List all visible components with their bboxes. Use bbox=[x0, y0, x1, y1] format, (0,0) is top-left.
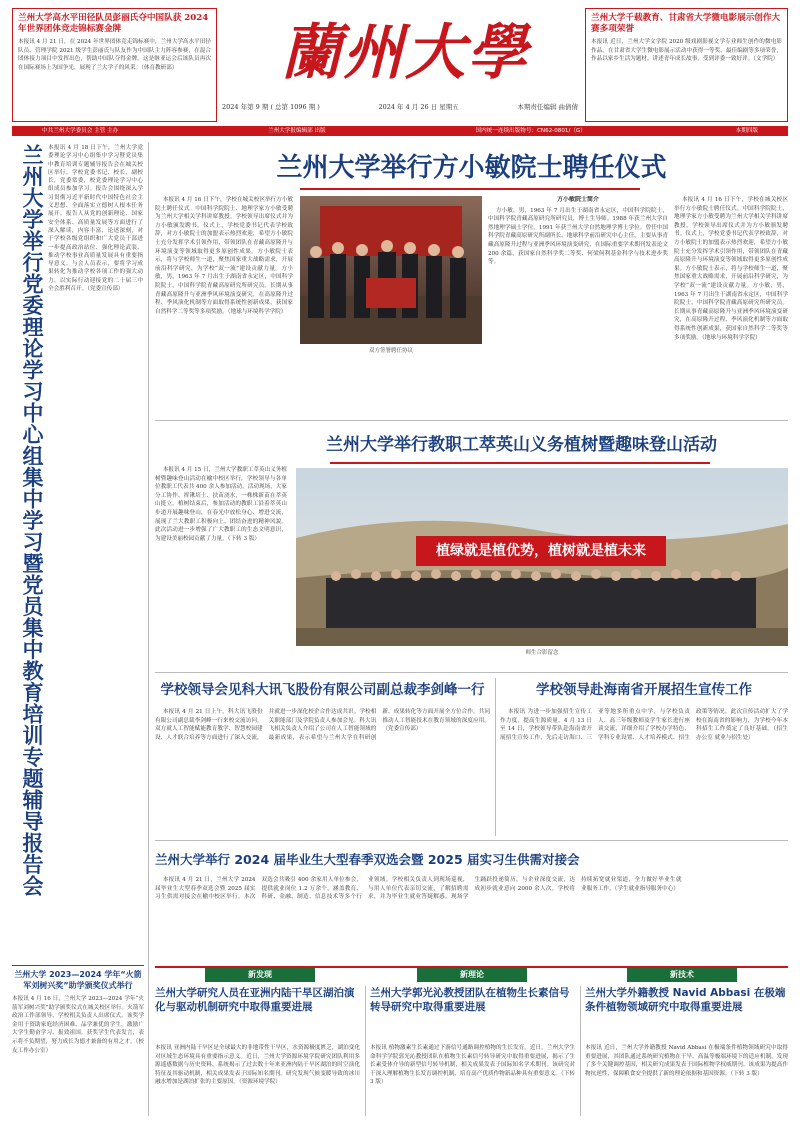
grad-headline: 兰州大学举行 2024 届毕业生大型春季双选会暨 2025 届实习生供需对接会 bbox=[155, 852, 580, 867]
meeting-paragraph: 本报讯 4 月 21 日上午，科大讯飞股份有限公司副总裁李剑峰一行来校交流访问。双方就人工智能赋能教育教学、智慧校园建设、人才联合培养等方面进行了深入交流，并就进一步深化校企合作达成共识。学校相关职能部门及学院负责人参加会见。科大讯飞相关负责人介绍了公司在人工智能领域的最新成果，表示希望与兰州大学在科研创新、成果转化等方面开展全方位合作，共同推动人工智能技术在教育领域的深度应用。（党委宣传部） bbox=[155, 709, 490, 741]
research-band bbox=[155, 966, 788, 1116]
headline: 兰州大学研究人员在亚洲内陆干旱区湖泊演化与驱动机制研究中取得重要进展 bbox=[155, 987, 355, 1013]
sidebar-body: 方小敏，男，1963 年 7 月出生于湖南省永定区，中国科学院院士，中国科学院青藏高原研究所研究员，博士生导师。1988 年获兰州大学自然地理学硕士学位，1991 年获兰州大学自然地理学博士学位。曾任中国科学院青藏高原研究所副所长、地球科学前沿研究中心主任。主要从事青藏高原隆升过程与亚洲季风环境演变研究，在国际重要学术期刊发表论文 200 余篇，获国家自然科学奖二等奖、何梁何利基金科学与技术进步奖等。 bbox=[488, 207, 668, 266]
lead-body-col1 bbox=[155, 196, 293, 416]
column-divider bbox=[495, 678, 496, 836]
headline: 兰州大学外籍教授 Navid Abbasi 在极端条件植物领域研究中取得重要进展 bbox=[585, 987, 786, 1013]
section-divider bbox=[155, 672, 788, 673]
ceremony-photo-image bbox=[300, 196, 482, 344]
lead-headline: 兰州大学举行方小敏院士聘任仪式 bbox=[276, 153, 667, 183]
recruit-article bbox=[500, 678, 788, 836]
brief-top-right bbox=[585, 8, 788, 122]
tree-photo bbox=[296, 468, 788, 646]
headline: 学校领导赴海南省开展招生宣传工作 bbox=[536, 682, 752, 698]
article-body: 本报讯 植物激素生长素通过下游信号通路调控植物的生长发育。近日，兰州大学生命科学学院郭光沁教授团队在植物生长素信号转导研究中取得重要进展，揭示了生长素受体介导的新型信号转导机制，相关成果发表于国际知名学术期刊。该研究对于深入理解植物生长发育调控机制、培育高产优质作物新品种具有重要意义。（下转 3 版） bbox=[370, 1045, 575, 1086]
masthead bbox=[0, 0, 800, 130]
headline: 兰州大学郭光沁教授团队在植物生长素信号转导研究中取得重要进展 bbox=[370, 987, 570, 1013]
issue-number: 2024 年第 9 期 ( 总第 1096 期 ) bbox=[222, 103, 320, 111]
headline: 学校领导会见科大讯飞股份有限公司副总裁李剑峰一行 bbox=[160, 682, 485, 698]
article-body: 本报讯 亚洲内陆干旱区是全球最大的非地带性干旱区，水资源极度匮乏，湖泊变化对区域生态环境具有重要指示意义。近日，兰州大学资源环境学院研究团队利用多源遥感数据与历史资料，系统揭示了过去数十年来亚洲内陆干旱区湖泊的时空演化特征及其驱动机制，相关成果发表于国际知名期刊。研究发现气候变暖导致的冰川融水增加是湖泊扩张的主要原因。（资源环境学院） bbox=[155, 1045, 360, 1086]
vertical-headline: 兰州大学举行党委理论学习中心组集中学习暨党员集中教育培训专题辅导报告会 bbox=[20, 144, 44, 897]
column-divider bbox=[365, 986, 366, 1116]
section-divider bbox=[155, 840, 788, 841]
column-divider bbox=[148, 142, 149, 1116]
issue-date: 2024 年 4 月 26 日 星期五 bbox=[378, 103, 459, 111]
left-bottom-article bbox=[12, 970, 144, 1116]
section-tab-discovery: 新发现 bbox=[205, 968, 315, 982]
lead-paragraph-cont: 本报讯 4 月 16 日下午，学校在城关校区举行方小敏院士聘任仪式。中国科学院院士、地理学家方小敏受聘为兰州大学相关学科讲席教授。学校领导出席仪式并为方小敏颁发聘书。仪式上，学校党委书记代表学校致辞，对方小敏院士的加盟表示热烈欢迎，希望方小敏院士充分发挥学术引领作用，带领团队在青藏高原隆升与环境演变等领域取得更多原创性成果。方小敏院士表示，将与学校师生一道，聚焦国家重大战略需求，开展前沿科学研究，为学校“双一流”建设贡献力量。方小敏，男，1963 年 7 月出生于湖南省永定区，中国科学院院士，中国科学院青藏高原研究所研究员。长期从事青藏高原隆升与亚洲季风环境演变研究，在高原隆升过程、季风演化机制等方面取得系统性创新成果，获国家自然科学二等奖等多项奖励。（地球与环境科学学院） bbox=[674, 197, 788, 341]
article-body: 本报讯 4 月 18 日下午，兰州大学党委理论学习中心组集中学习暨党员集中教育培训专题辅导报告会在城关校区举行。学校党委书记、校长、副校长，党委常委，校党委理论学习中心组成员参加学习。报告会围绕深入学习贯彻习近平新时代中国特色社会主义思想、全面落实立德树人根本任务展开。报告人从党的创新理论、国家安全体系、高质量发展等方面进行了深入解读，内容丰富、论述深刻，对于学校各级党组织和广大党员干部进一步提高政治站位、强化理论武装、推动学校事业高质量发展具有重要指导意义。与会人员表示，要将学习成果转化为推动学校各项工作的强大动力，以实际行动迎接党的二十届三中全会胜利召开。（党委宣传部） bbox=[48, 145, 143, 293]
headline-underline bbox=[300, 188, 640, 190]
article-body bbox=[155, 708, 490, 830]
left-column-article bbox=[12, 142, 144, 964]
info-bar bbox=[12, 126, 788, 136]
research-article-3 bbox=[585, 986, 788, 1116]
divider bbox=[12, 965, 144, 966]
sidebar-title: 方小敏院士简介 bbox=[556, 196, 599, 203]
article-body: 本报讯 近日，兰州大学文学院 2020 级戏剧影视文学专业师生创作的微电影作品，在甘肃省大学生微电影展示活动中获得一等奖、最佳编剧等多项荣誉，作品以家乡生活为题材，讲述青年成长故事，受到评委一致好评。（文学院） bbox=[591, 39, 782, 63]
cn-number: 国内统一连续出版物号：CN62-0801/（G） bbox=[475, 128, 586, 134]
section-tab-theory: 新理论 bbox=[417, 968, 527, 982]
grad-paragraph: 本报讯 4 月 21 日，兰州大学 2024 届毕业生大型春季双选会暨 2025 届实习生供需对接会在榆中校区举行。本次双选会共吸引 400 余家用人单位参会，提供就业岗位 1.2 万余个，涵盖教育、科研、金融、制造、信息技术等多个行业领域。学校相关负责人到现场巡视，与用人单位代表亲切交流，了解招聘需求，并为毕业生就业答疑解惑。现场学生踊跃投递简历，与企业深度交流，达成初步就业意向 2000 余人次。学校将持续拓宽就业渠道，全力做好毕业生就业服务工作。（学生就业指导服务中心） bbox=[155, 877, 682, 901]
article-body: 本报讯 4 月 21 日，在 2024 年世界团体竞走锦标赛中，兰州大学高水平田径队员、管理学院 2021 级学生彭丽氏与队友作为中国队主力阵容参赛，在混合团体接力项目中发挥出色，帮助中国队夺得金牌。这是继亚运会后该队员再次在国际赛场上为国争光，展现了兰大学子的风采。（体育教研部） bbox=[18, 39, 211, 71]
issue-line bbox=[222, 100, 578, 114]
section-tab-technology: 新技术 bbox=[627, 968, 737, 982]
tree-headline: 兰州大学举行教职工萃英山义务植树暨趣味登山活动 bbox=[326, 435, 717, 455]
lead-photo-caption: 双方签署聘任协议 bbox=[368, 348, 413, 354]
page-count: 本期四版 bbox=[735, 128, 758, 134]
section-divider bbox=[155, 420, 788, 421]
photo-banner-text: 植绿就是植优势，植树就是植未来 bbox=[436, 543, 646, 559]
publisher: 兰州大学报编辑部 出版 bbox=[268, 128, 326, 134]
headline: 兰州大学高水平田径队员彭丽氏夺中国队获 2024 年世界团体竞走锦标赛金牌 bbox=[18, 13, 209, 34]
newspaper-logo: 蘭州大學 bbox=[281, 18, 529, 88]
article-body: 本报讯 4 月 16 日，兰州大学 2023—2024 学年“火箭军刘树兴奖”助学颁奖仪式在城关校区举行。火箭军政治工作部领导、学校相关负责人出席仪式。该奖学金用于资助家庭经济困难、品学兼优的学生，激励广大学生勤奋学习、报效祖国。获奖学生代表发言，表示将不负期望，努力成长为德才兼备的有用之才。（校友工作办公室） bbox=[12, 996, 144, 1054]
tree-photo-caption: 师生合影留念 bbox=[525, 650, 559, 656]
lead-paragraph: 本报讯 4 月 16 日下午，学校在城关校区举行方小敏院士聘任仪式。中国科学院院士、地理学家方小敏受聘为兰州大学相关学科讲席教授。学校领导出席仪式并为方小敏颁发聘书。仪式上，学校党委书记代表学校致辞，对方小敏院士的加盟表示热烈欢迎，希望方小敏院士充分发挥学术引领作用，带领团队在青藏高原隆升与环境演变等领域取得更多原创性成果。方小敏院士表示，将与学校师生一道，聚焦国家重大战略需求，开展前沿科学研究，为学校“双一流”建设贡献力量。方小敏，男，1963 年 7 月出生于湖南省永定区，中国科学院院士，中国科学院青藏高原研究所研究员。长期从事青藏高原隆升与亚洲季风环境演变研究，在高原隆升过程、季风演化机制等方面取得系统性创新成果，获国家自然科学二等奖等多项奖励。（地球与环境科学学院） bbox=[155, 197, 293, 315]
lead-photo bbox=[300, 196, 482, 344]
lead-body-col4 bbox=[674, 196, 788, 418]
tree-paragraph: 本报讯 4 月 15 日，兰州大学教职工萃英山义务植树暨趣味登山活动在榆中校区举行。学校领导与各单位教职工代表共 400 余人参加活动。活动现场，大家分工协作、挥锹培土、扶苗浇水，一株株新苗在萃英山挺立。植树结束后，参加活动的教职工沿着萃英山步道开展趣味登山，在春光中放松身心、增进交流，展现了兰大教职工积极向上、团结奋进的精神风貌。此次活动进一步增强了广大教职工的生态文明意识，为建设美丽校园贡献了力量。（下转 3 版） bbox=[155, 467, 287, 542]
headline: 兰州大学千载教育、甘肃省大学微电影展示创作大赛多项荣誉 bbox=[591, 13, 781, 34]
sponsor: 中共兰州大学委员会 主管 主办 bbox=[42, 128, 119, 134]
headline: 兰州大学 2023—2024 学年“火箭军刘树兴奖”助学颁奖仪式举行 bbox=[14, 970, 142, 990]
lead-sidebar bbox=[488, 196, 668, 418]
grad-body bbox=[155, 876, 788, 962]
brief-top-left bbox=[12, 8, 217, 122]
column-divider bbox=[580, 986, 581, 1116]
article-body: 本报讯 近日，兰州大学外籍教授 Navid Abbasi 在极端条件植物领域研究中取得重要进展，其团队通过系统研究植物在干旱、高温等极端环境下的适应机制，发现了多个关键调控基因，相关研究成果发表于国际植物学权威期刊。该成果为提高作物抗逆性、保障粮食安全提供了新的理论依据和基因资源。（下转 3 版） bbox=[585, 1045, 788, 1077]
recruit-paragraph: 本报讯 为进一步加强招生宣传工作力度，提高生源质量，4 月 13 日至 14 日，学校领导带队赴海南省开展招生宣传工作，先后走访海口、三亚等地多所重点中学，与学校负责人、高三年级教师及学生家长进行座谈交流，详细介绍了学校办学特色、学科专业设置、人才培养模式、招生政策等情况。此次宣传活动扩大了学校在海南省的影响力，为学校今年本科招生工作奠定了良好基础。（招生办公室 就业与招生处） bbox=[500, 709, 788, 741]
research-article-2 bbox=[370, 986, 575, 1116]
headline-underline bbox=[330, 462, 710, 464]
tree-body bbox=[155, 466, 287, 696]
issue-editor: 本期责任编辑 曲倩倩 bbox=[517, 103, 578, 111]
meeting-article bbox=[155, 678, 490, 836]
research-article-1 bbox=[155, 986, 360, 1116]
article-body bbox=[500, 708, 788, 830]
